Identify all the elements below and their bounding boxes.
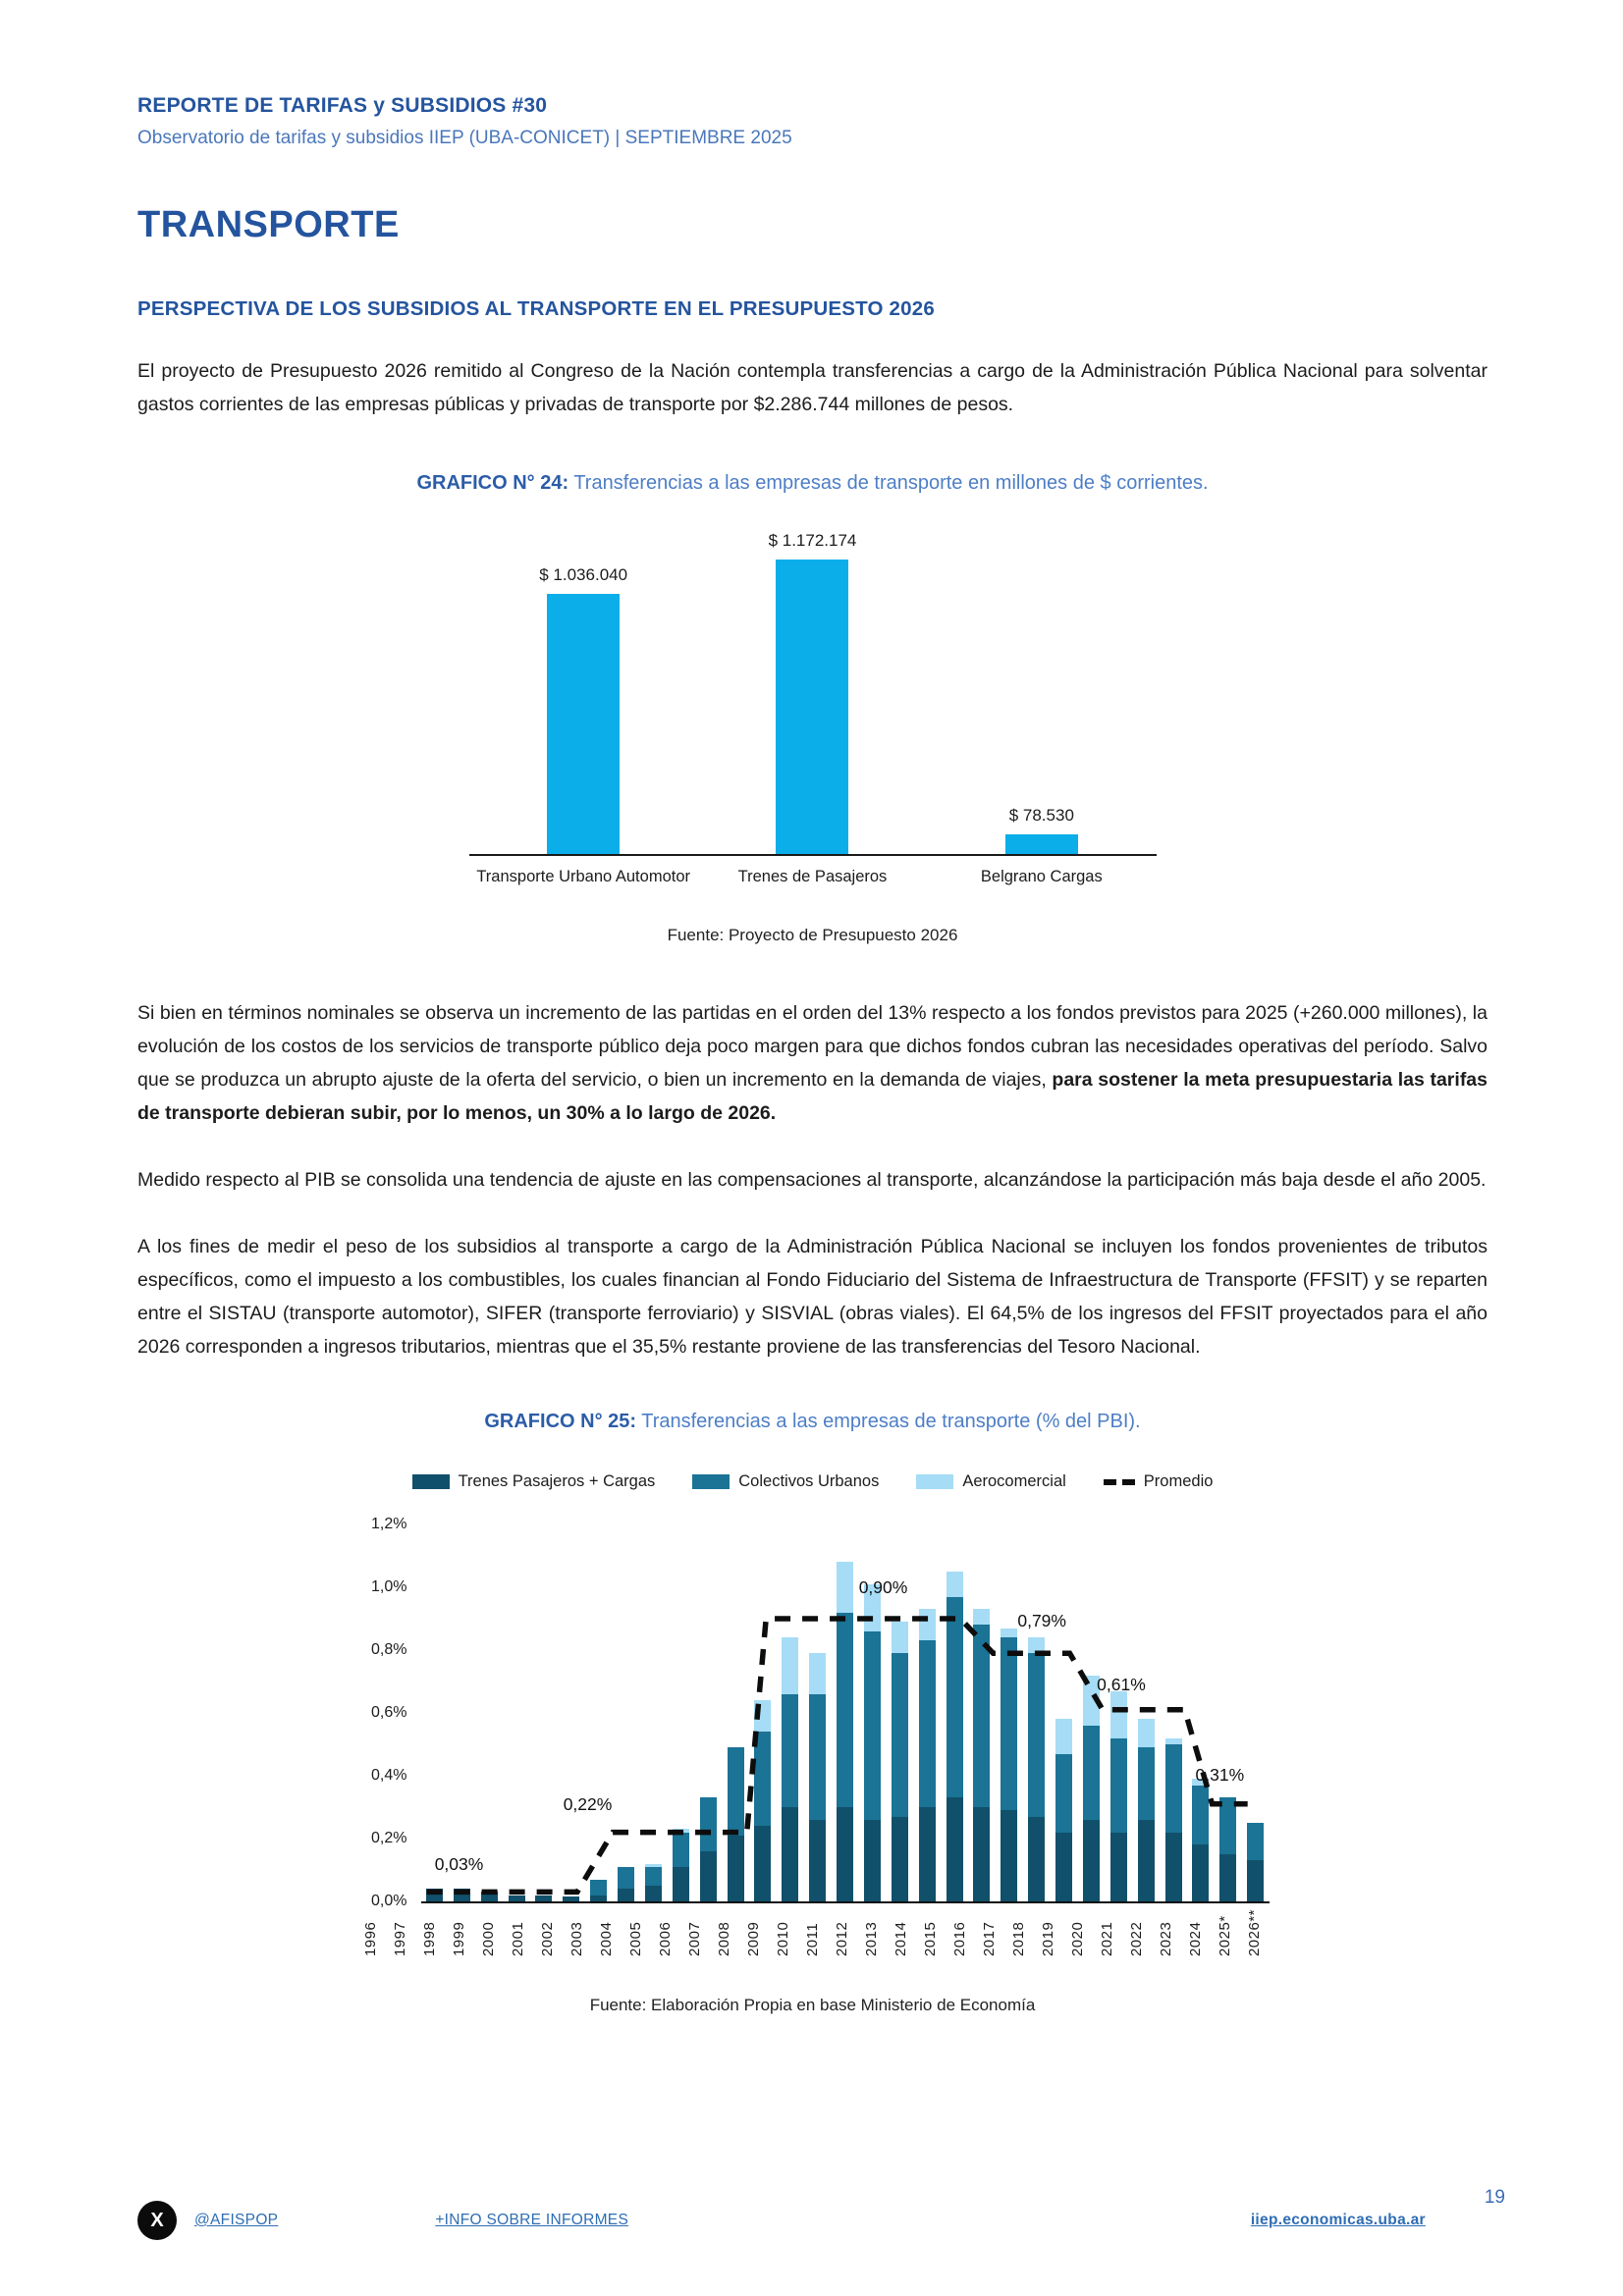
section-heading: PERSPECTIVA DE LOS SUBSIDIOS AL TRANSPORTE EN EL PRESUPUESTO 2026 [137,297,935,320]
chart24-title [137,472,1488,495]
chart25-title-text: Transferencias a las empresas de transporte (% del PBI). [636,1411,1141,1432]
chart24-plot-area [469,524,1157,856]
x-tick-label: 2022 [1128,1921,1145,1957]
x-tick-label: 1999 [451,1921,467,1957]
x-tick-label: 2006 [657,1921,674,1957]
chart24-bar-group [469,565,698,854]
chart25 [356,1516,1270,1909]
legend-swatch [412,1474,450,1489]
legend-item [412,1472,656,1491]
chart25-title-label: GRAFICO N° 25: [484,1411,637,1432]
promedio-annotation: 0,31% [1195,1764,1245,1785]
y-tick-label: 0,4% [371,1767,407,1784]
x-tick-label: 2019 [1040,1921,1056,1957]
bar [776,560,848,854]
category-label: Belgrano Cargas [980,868,1103,885]
promedio-annotation: 0,90% [858,1577,908,1598]
legend-dash-swatch [1104,1479,1135,1485]
x-tick-label: 1998 [421,1921,438,1957]
report-title: REPORTE DE TARIFAS y SUBSIDIOS #30 [137,94,548,117]
x-tick-label: 2011 [804,1922,821,1957]
x-tick-label: 2023 [1158,1921,1174,1957]
x-tick-label: 1996 [362,1921,379,1957]
promedio-annotation: 0,61% [1097,1675,1146,1695]
chart24-bar-group [927,806,1156,854]
y-tick-label: 0,0% [371,1893,407,1909]
legend-item [916,1472,1065,1491]
legend-label: Promedio [1143,1472,1214,1490]
y-tick-label: 0,6% [371,1704,407,1721]
info-informes-link[interactable]: +INFO SOBRE INFORMES [435,2212,629,2228]
x-tick-label: 2016 [951,1921,968,1957]
y-tick-label: 1,0% [371,1578,407,1595]
x-tick-label: 2003 [568,1921,585,1957]
x-twitter-icon [137,2201,177,2240]
paragraph-1: El proyecto de Presupuesto 2026 remitido al Congreso de la Nación contempla transferencias a cargo de la Administración Pública Nacional para solventar gastos corrientes de las empresas públicas y privadas de transporte por $2.286.744 millones de pesos. [137,360,1488,415]
x-tick-label: 2007 [686,1921,703,1957]
page-footer [137,2187,1505,2240]
y-tick-label: 0,2% [371,1830,407,1846]
chart24-category-labels [469,868,1157,886]
paragraph-2-bold: para sostener la meta presupuestaria las tarifas de transporte debieran subir, por lo menos, un 30% a lo largo de 2026. [137,1069,1488,1124]
x-tick-label: 2008 [716,1921,732,1957]
paragraph-2 [137,996,1488,1130]
x-tick-label: 2021 [1099,1921,1115,1957]
x-tick-label: 2025* [1217,1915,1233,1957]
legend-item [692,1472,879,1491]
x-tick-label: 1997 [392,1921,408,1957]
x-glyph: X [150,2209,164,2231]
legend-label: Colectivos Urbanos [738,1472,880,1490]
x-tick-label: 2004 [598,1921,615,1957]
legend-label: Trenes Pasajeros + Cargas [458,1472,656,1490]
chart24 [469,524,1157,886]
legend-label: Aerocomercial [962,1472,1066,1490]
report-subtitle: Observatorio de tarifas y subsidios IIEP (UBA-CONICET) | SEPTIEMBRE 2025 [137,128,792,148]
bar [1005,834,1078,854]
chart24-bar-group [698,531,927,854]
chart24-title-text: Transferencias a las empresas de transporte en millones de $ corrientes. [568,472,1209,494]
x-tick-label: 2026** [1246,1909,1263,1957]
chart25-legend [137,1472,1488,1491]
page-title: TRANSPORTE [137,204,400,245]
x-tick-label: 2013 [863,1921,880,1957]
x-tick-label: 2010 [775,1921,791,1957]
legend-item-promedio [1104,1472,1214,1491]
paragraph-3: Medido respecto al PIB se consolida una tendencia de ajuste en las compensaciones al transporte, alcanzándose la participación más baja desde el año 2005. [137,1169,1487,1191]
y-tick-label: 1,2% [371,1516,407,1532]
iiep-site-link[interactable]: iiep.economicas.uba.ar [1250,2212,1426,2228]
chart25-x-axis-labels [356,1909,1270,1956]
x-tick-label: 2000 [480,1921,497,1957]
x-tick-label: 2012 [834,1921,850,1957]
chart25-y-axis [356,1516,421,1909]
bar [547,594,620,854]
x-tick-label: 2024 [1187,1921,1204,1957]
report-header [137,94,1488,149]
chart24-title-label: GRAFICO N° 24: [416,472,569,494]
afispop-link[interactable]: @AFISPOP [194,2212,279,2228]
x-tick-label: 2001 [510,1921,526,1957]
legend-swatch [916,1474,953,1489]
x-tick-label: 2018 [1010,1921,1027,1957]
x-tick-label: 2009 [745,1921,762,1957]
bar-value-label: $ 1.036.040 [539,565,628,584]
promedio-annotation: 0,22% [563,1794,613,1814]
x-tick-label: 2005 [627,1921,644,1957]
x-tick-label: 2017 [981,1921,998,1957]
promedio-dashed-line [421,1524,1270,1901]
x-tick-label: 2002 [539,1921,556,1957]
category-label: Transporte Urbano Automotor [476,868,690,885]
x-tick-label: 2020 [1069,1921,1086,1957]
x-tick-label: 2015 [922,1921,939,1957]
promedio-annotation: 0,79% [1017,1610,1066,1630]
paragraph-4: A los fines de medir el peso de los subsidios al transporte a cargo de la Administración Pública Nacional se incluyen los fondos provenientes de tributos específicos, como el impuesto a los combustibles, los cuales financian al Fondo Fiduciario del Sistema de Infraestructura de Transporte (FFSIT) y se reparten entre el SISTAU (transporte automotor), SIFER (transporte ferroviario) y SISVIAL (obras viales). El 64,5% de los ingresos del FFSIT proyectados para el año 2026 corresponden a ingresos tributarios, mientras que el 35,5% restante proviene de las transferencias del Tesoro Nacional. [137,1236,1488,1358]
promedio-annotation: 0,03% [434,1853,484,1874]
page-number: 19 [1484,2187,1505,2208]
paragraph-2-text: Si bien en términos nominales se observa un incremento de las partidas en el orden del 13% respecto a los fondos previstos para 2025 (+260.000 millones), la evolución de los costos de los servicios de transporte público deja poco margen para que dichos fondos cubran las necesidades operativas del período. Salvo que se produzca un abrupto ajuste de la oferta del servicio, o bien un incremento en la demanda de viajes, [137,1002,1488,1091]
chart25-plot-area [421,1524,1270,1903]
bar-value-label: $ 1.172.174 [768,531,857,550]
category-label: Trenes de Pasajeros [737,868,888,885]
chart24-source: Fuente: Proyecto de Presupuesto 2026 [667,926,958,944]
y-tick-label: 0,8% [371,1641,407,1658]
bar-value-label: $ 78.530 [1008,806,1074,825]
chart25-title [137,1411,1488,1433]
legend-swatch [692,1474,730,1489]
chart25-source: Fuente: Elaboración Propia en base Ministerio de Economía [589,1996,1036,2015]
x-tick-label: 2014 [893,1921,909,1957]
